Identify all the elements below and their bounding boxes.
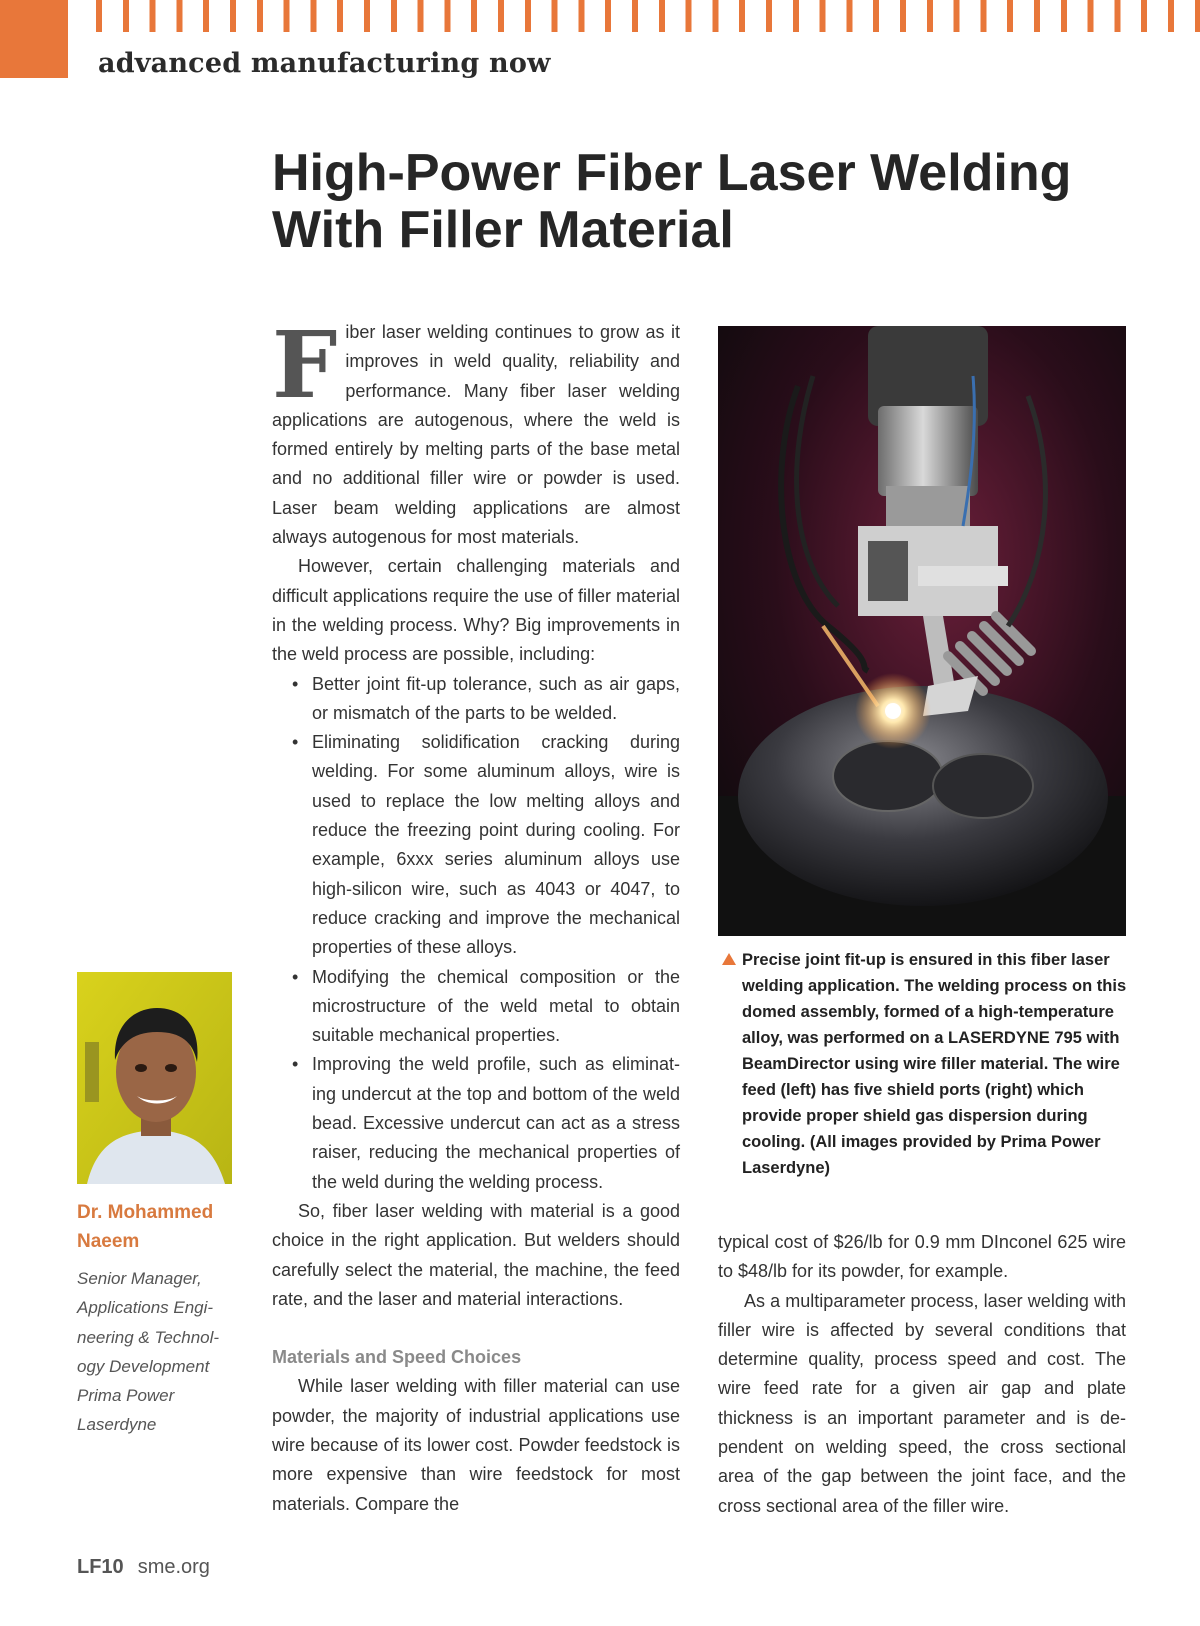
author-photo: [77, 972, 232, 1184]
author-title-line: Applications Engi-: [77, 1298, 214, 1318]
section-title: advanced manufacturing now: [98, 48, 551, 79]
body-column-right: [718, 1228, 1126, 1521]
page-footer: [77, 1556, 210, 1579]
paragraph: However, certain challenging materials and difficult applications require the use of filler material in the welding process. Why? Big improvements in the weld process are possible, including:: [272, 556, 680, 665]
list-item: • Modifying the chemical composition or the microstructure of the weld metal to obtain suitable mechanical properties.: [312, 963, 680, 1051]
author-title-line: Prima Power: [77, 1386, 175, 1406]
headline-line-2: With Filler Material: [272, 201, 734, 259]
body-column-left: [272, 311, 680, 1519]
intro-paragraph: [272, 311, 680, 552]
subheading: Materials and Speed Choices: [272, 1347, 522, 1368]
list-item: • Better joint fit-up tolerance, such as air gaps, or mismatch of the parts to be welded.: [312, 670, 680, 729]
header-accent-block: [0, 0, 68, 78]
list-item: • Improving the weld profile, such as eliminating undercut at the top and bottom of the weld bead. Excessive undercut can act as a stress raiser, reducing the mechanical properties of the weld during the welding process.: [312, 1050, 680, 1196]
author-title: [77, 1264, 237, 1440]
caption-text: Precise joint fit-up is ensured in this fiber laser welding application. The welding process on this domed assembly, formed of a high-temperature alloy, was performed on a LASERDYNE 795 with BeamDirector using wire filler material. The wire feed (left) has five shield ports (right) which provide proper shield gas dispersion during cooling. (All images provided by Prima Power Laserdyne): [742, 951, 1127, 1177]
paragraph: So, fiber laser welding with material is a good choice in the right application. But welders should carefully select the material, the machine, the feed rate, and the laser and material interactions.: [272, 1200, 680, 1309]
figure-caption: [718, 947, 1138, 1181]
welding-robot-photo: [718, 326, 1126, 936]
header-tick-bar: [96, 0, 1200, 32]
caption-arrow-icon: [722, 953, 736, 965]
list-item: • Eliminating solidification cracking during welding. For some aluminum alloys, wire is used to replace the low melting alloys and reduce the freezing point during cooling. For example, 6xxx series aluminum alloys use high-silicon wire, such as 4043 or 4047, to reduce cracking and improve the mechanical properties of these alloys.: [312, 728, 680, 962]
author-name: Dr. Mohammed Naeem: [77, 1202, 214, 1252]
footer-site: sme.org: [137, 1556, 210, 1578]
article-headline: [272, 145, 1152, 259]
page-number: LF10: [77, 1556, 124, 1578]
benefits-list: [272, 670, 680, 1197]
paragraph: typical cost of $26/lb for 0.9 mm DInconel 625 wire to $48/lb for its powder, for example.: [718, 1232, 1126, 1282]
author-title-line: ogy Development: [77, 1356, 210, 1376]
author-title-line: Laserdyne: [77, 1415, 157, 1435]
drop-cap: F: [272, 311, 338, 419]
author-title-line: neering & Technol-: [77, 1327, 220, 1347]
paragraph: As a multiparameter process, laser welding with filler wire is affected by several conditions that determine quality, process speed and cost. The wire feed rate for a given air gap and plate thickness is an important parameter and is dependent on welding speed, the cross sectional area of the gap between the joint face, and the cross sectional area of the filler wire.: [718, 1290, 1126, 1516]
author-title-line: Senior Manager,: [77, 1269, 202, 1288]
headline-line-1: High-Power Fiber Laser Welding: [272, 144, 1072, 202]
paragraph: While laser welding with filler material can use powder, the majority of industrial applications use wire because of its lower cost. Powder feedstock is more expensive than wire feedstock for most materials. Compare the: [272, 1376, 680, 1514]
intro-text: iber laser welding continues to grow as it improves in weld quality, reliability and performance. Many fiber laser welding applications are autogenous, where the weld is formed entirely by melting parts of the base metal and no additional filler wire or powder is used. Laser beam welding applications are almost always autogenous for most materials.: [272, 322, 680, 548]
